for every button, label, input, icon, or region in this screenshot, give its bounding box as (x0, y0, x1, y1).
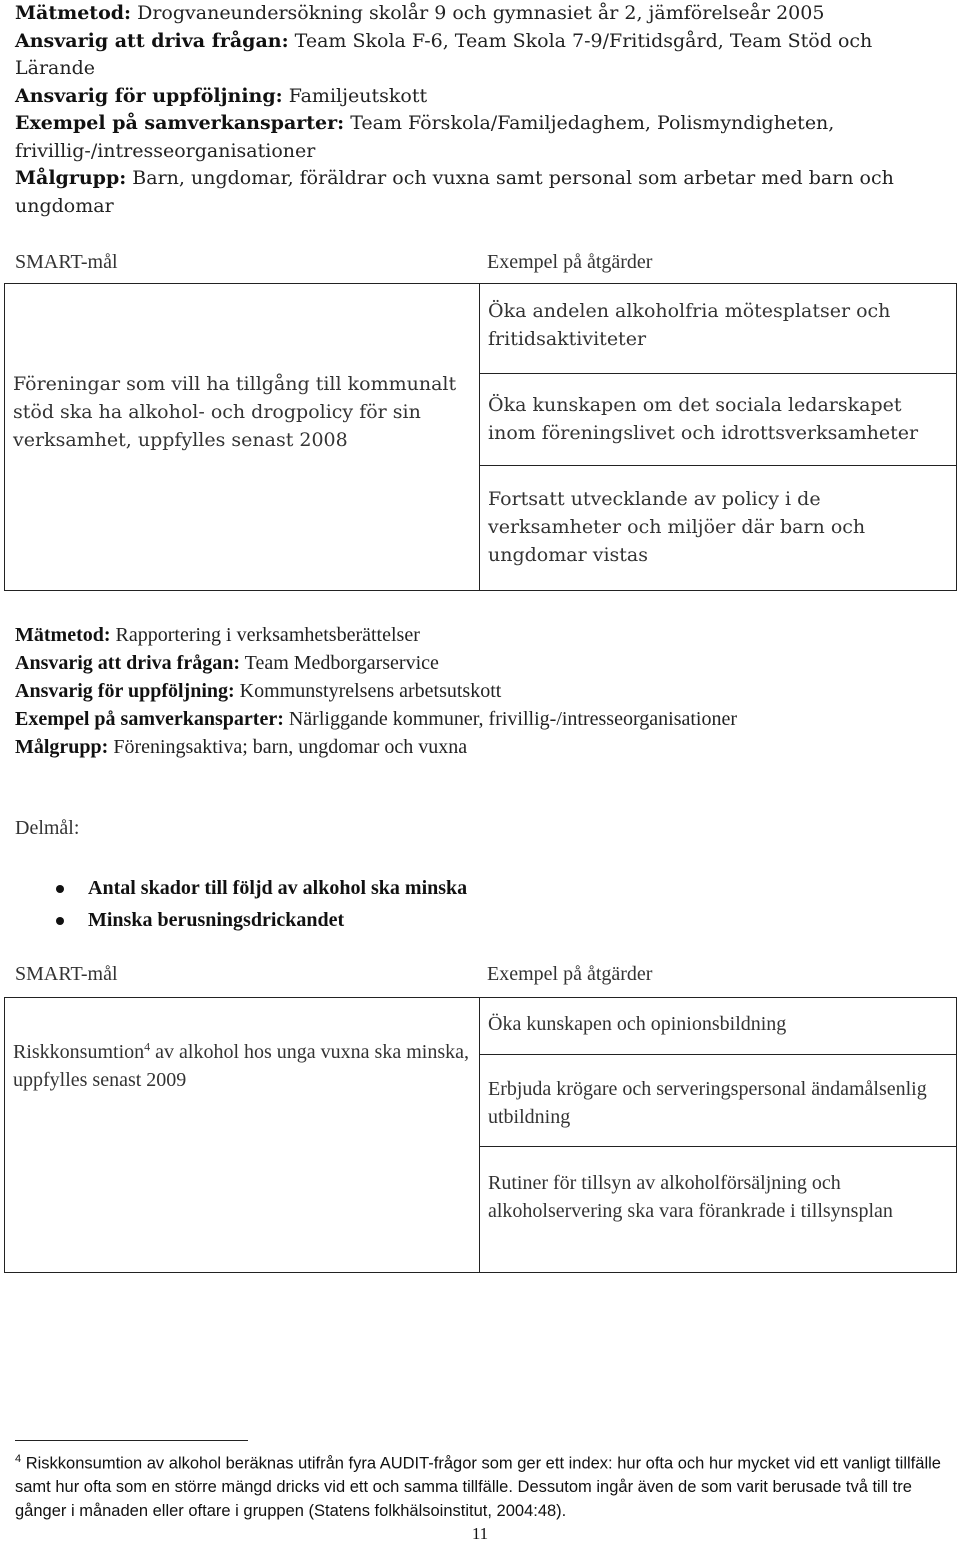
footnote-separator (15, 1440, 248, 1441)
matmetod-line: Mätmetod: Rapportering i verksamhetsberättelser (15, 624, 420, 646)
actions-heading-1: Exempel på åtgärder (487, 251, 653, 273)
page-number: 11 (471, 1524, 489, 1543)
smart-goal-cell-2 (5, 998, 480, 1272)
smart-goal-text: Föreningar som vill ha tillgång till kommunalt stöd ska ha alkohol- och drogpolicy för sin verksamhet, uppfylles senast 2008 (13, 373, 457, 451)
actions-column-2 (480, 998, 956, 1272)
footnote-text: Riskkonsumtion av alkohol beräknas utifrån fyra AUDIT-frågor som ger ett index: hur ofta och hur mycket vid ett vanligt tillfälle samt hur ofta som en större mängd dricks vid ett och samma tillfälle. Dessutom ingår även de som varit berusade två till tre gånger i månaden eller oftare i gruppen (Statens folkhälsoinstitut, 2004:48). (15, 1454, 941, 1520)
smart-heading-2: SMART-mål (15, 963, 118, 985)
smart-table-2 (4, 997, 957, 1273)
action-cell (480, 284, 956, 374)
smart-table-1 (4, 283, 957, 591)
footnote (15, 1448, 950, 1523)
delmal-list (50, 872, 467, 936)
action-cell (480, 1055, 956, 1147)
info-block-1 (15, 0, 950, 220)
ansvarig-driva-line: Ansvarig att driva frågan: Team Medborgarservice (15, 652, 439, 674)
footnote-ref[interactable]: 4 (144, 1039, 151, 1054)
action-text: Rutiner för tillsyn av alkoholförsäljning och alkoholservering ska vara förankrade i tillsynsplan (488, 1172, 893, 1222)
samverkansparter-line: Exempel på samverkansparter: Team Förskola/Familjedaghem, Polismyndigheten, frivillig-/intresseorganisationer (15, 112, 835, 162)
list-item: Antal skador till följd av alkohol ska minska (50, 872, 467, 904)
bullet-icon (56, 917, 64, 925)
malgrupp-line: Målgrupp: Föreningsaktiva; barn, ungdomar och vuxna (15, 736, 468, 758)
list-item: Minska berusningsdrickandet (50, 904, 467, 936)
matmetod-line: Mätmetod: Drogvaneundersökning skolår 9 och gymnasiet år 2, jämförelseår 2005 (15, 2, 825, 24)
smart-heading-1: SMART-mål (15, 251, 118, 273)
actions-heading-2: Exempel på åtgärder (487, 963, 653, 985)
action-text: Öka kunskapen om det sociala ledarskapet inom föreningslivet och idrottsverksamheter (488, 394, 919, 444)
action-text: Erbjuda krögare och serveringspersonal ändamålsenlig utbildning (488, 1078, 927, 1128)
ansvarig-uppfoljning-line: Ansvarig för uppföljning: Kommunstyrelsens arbetsutskott (15, 680, 502, 702)
action-text: Öka kunskapen och opinionsbildning (488, 1013, 787, 1035)
action-cell (480, 998, 956, 1055)
samverkansparter-line: Exempel på samverkansparter: Närliggande kommuner, frivillig-/intresseorganisationer (15, 708, 738, 730)
smart-goal-cell-1 (5, 284, 480, 590)
footnote-number: 4 (15, 1453, 22, 1465)
action-text: Öka andelen alkoholfria mötesplatser och fritidsaktiviteter (488, 300, 891, 350)
bullet-icon (56, 885, 64, 893)
smart-goal-text: Riskkonsumtion$^4$ av alkohol hos unga vuxna ska minska, uppfylles senast 2009 (13, 1039, 469, 1091)
action-cell (480, 466, 956, 590)
info-block-2 (15, 621, 950, 761)
actions-column-1 (480, 284, 956, 590)
delmal-heading: Delmål: (15, 817, 80, 839)
ansvarig-driva-line: Ansvarig att driva frågan: Team Skola F-6, Team Skola 7-9/Fritidsgård, Team Stöd och Lärande (15, 29, 873, 79)
action-cell (480, 374, 956, 466)
malgrupp-line: Målgrupp: Barn, ungdomar, föräldrar och vuxna samt personal som arbetar med barn och ungdomar (15, 167, 894, 217)
ansvarig-uppfoljning-line: Ansvarig för uppföljning: Familjeutskott (15, 84, 428, 107)
action-text: Fortsatt utvecklande av policy i de verksamheter och miljöer där barn och ungdomar vistas (488, 488, 866, 566)
action-cell (480, 1147, 956, 1272)
